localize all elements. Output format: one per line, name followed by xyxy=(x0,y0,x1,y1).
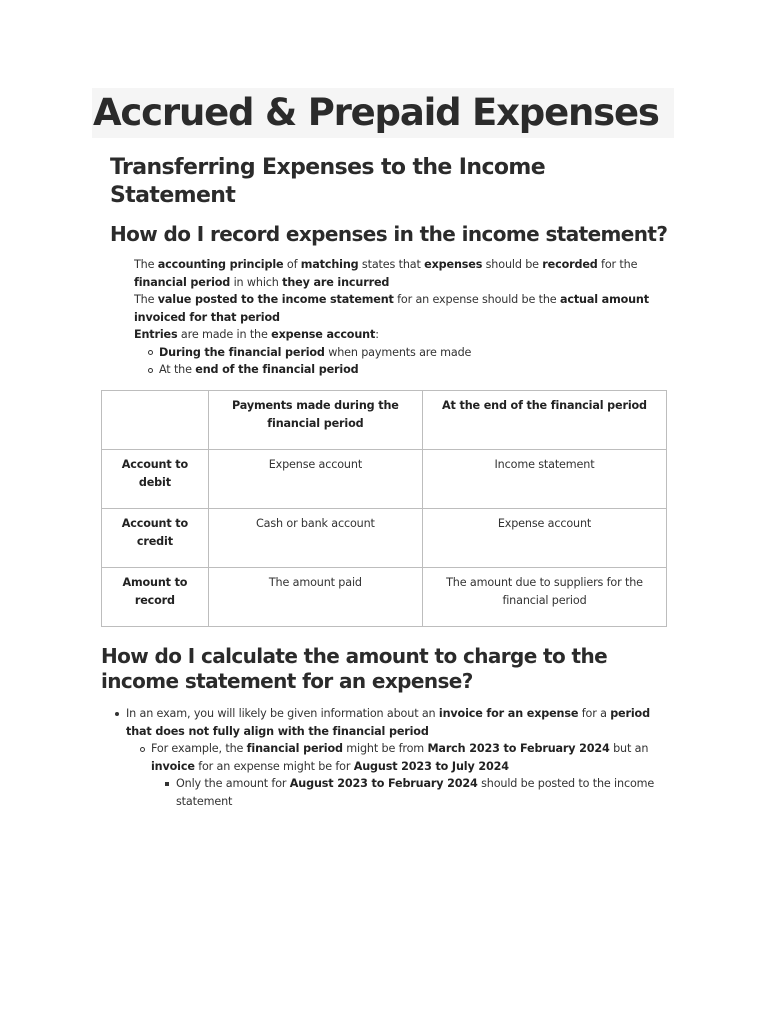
sub-sub-list-item: Only the amount for August 2023 to February 2024 should be posted to the income statement xyxy=(176,775,671,810)
table-row-label: Account to debit xyxy=(102,450,209,509)
table-cell: Cash or bank account xyxy=(208,509,422,568)
table-cell: The amount paid xyxy=(208,568,422,627)
table-row-label: Amount to record xyxy=(102,568,209,627)
sub-list-item: For example, the financial period might be from March 2023 to February 2024 but an invoice for an expense might be for August 2023 to July 2024 xyxy=(151,740,671,775)
section-heading-record: How do I record expenses in the income statement? xyxy=(110,222,668,246)
list-item: Entries are made in the expense account: xyxy=(134,326,659,344)
table-header-cell: At the end of the financial period xyxy=(422,391,666,450)
list-item: The value posted to the income statement for an expense should be the actual amount invoiced for that period xyxy=(134,291,659,326)
table-cell: Income statement xyxy=(422,450,666,509)
sub-list-item: At the end of the financial period xyxy=(159,361,659,376)
table-cell: The amount due to suppliers for the financial period xyxy=(422,568,666,627)
table-row xyxy=(102,509,667,568)
table-row xyxy=(102,450,667,509)
section-heading-transferring: Transferring Expenses to the Income Statement xyxy=(110,155,546,208)
sub-list-item: During the financial period when payments are made xyxy=(159,344,659,362)
section-heading-calculate: How do I calculate the amount to charge to the income statement for an expense? xyxy=(101,644,608,693)
table-header-cell xyxy=(102,391,209,450)
table-cell: Expense account xyxy=(422,509,666,568)
table-row xyxy=(102,568,667,627)
bullet-list-record xyxy=(134,256,659,376)
list-item: The accounting principle of matching states that expenses should be recorded for the financial period in which they are incurred xyxy=(134,256,659,291)
table-row-label: Account to credit xyxy=(102,509,209,568)
page-title: Accrued & Prepaid Expenses xyxy=(93,91,659,134)
expense-entries-table xyxy=(101,390,667,627)
list-item: In an exam, you will likely be given information about an invoice for an expense for a period that does not fully align with the financial period xyxy=(126,705,671,740)
table-cell: Expense account xyxy=(208,450,422,509)
table-header-row xyxy=(102,391,667,450)
bullet-list-calculate xyxy=(126,705,671,810)
table-header-cell: Payments made during the financial period xyxy=(208,391,422,450)
